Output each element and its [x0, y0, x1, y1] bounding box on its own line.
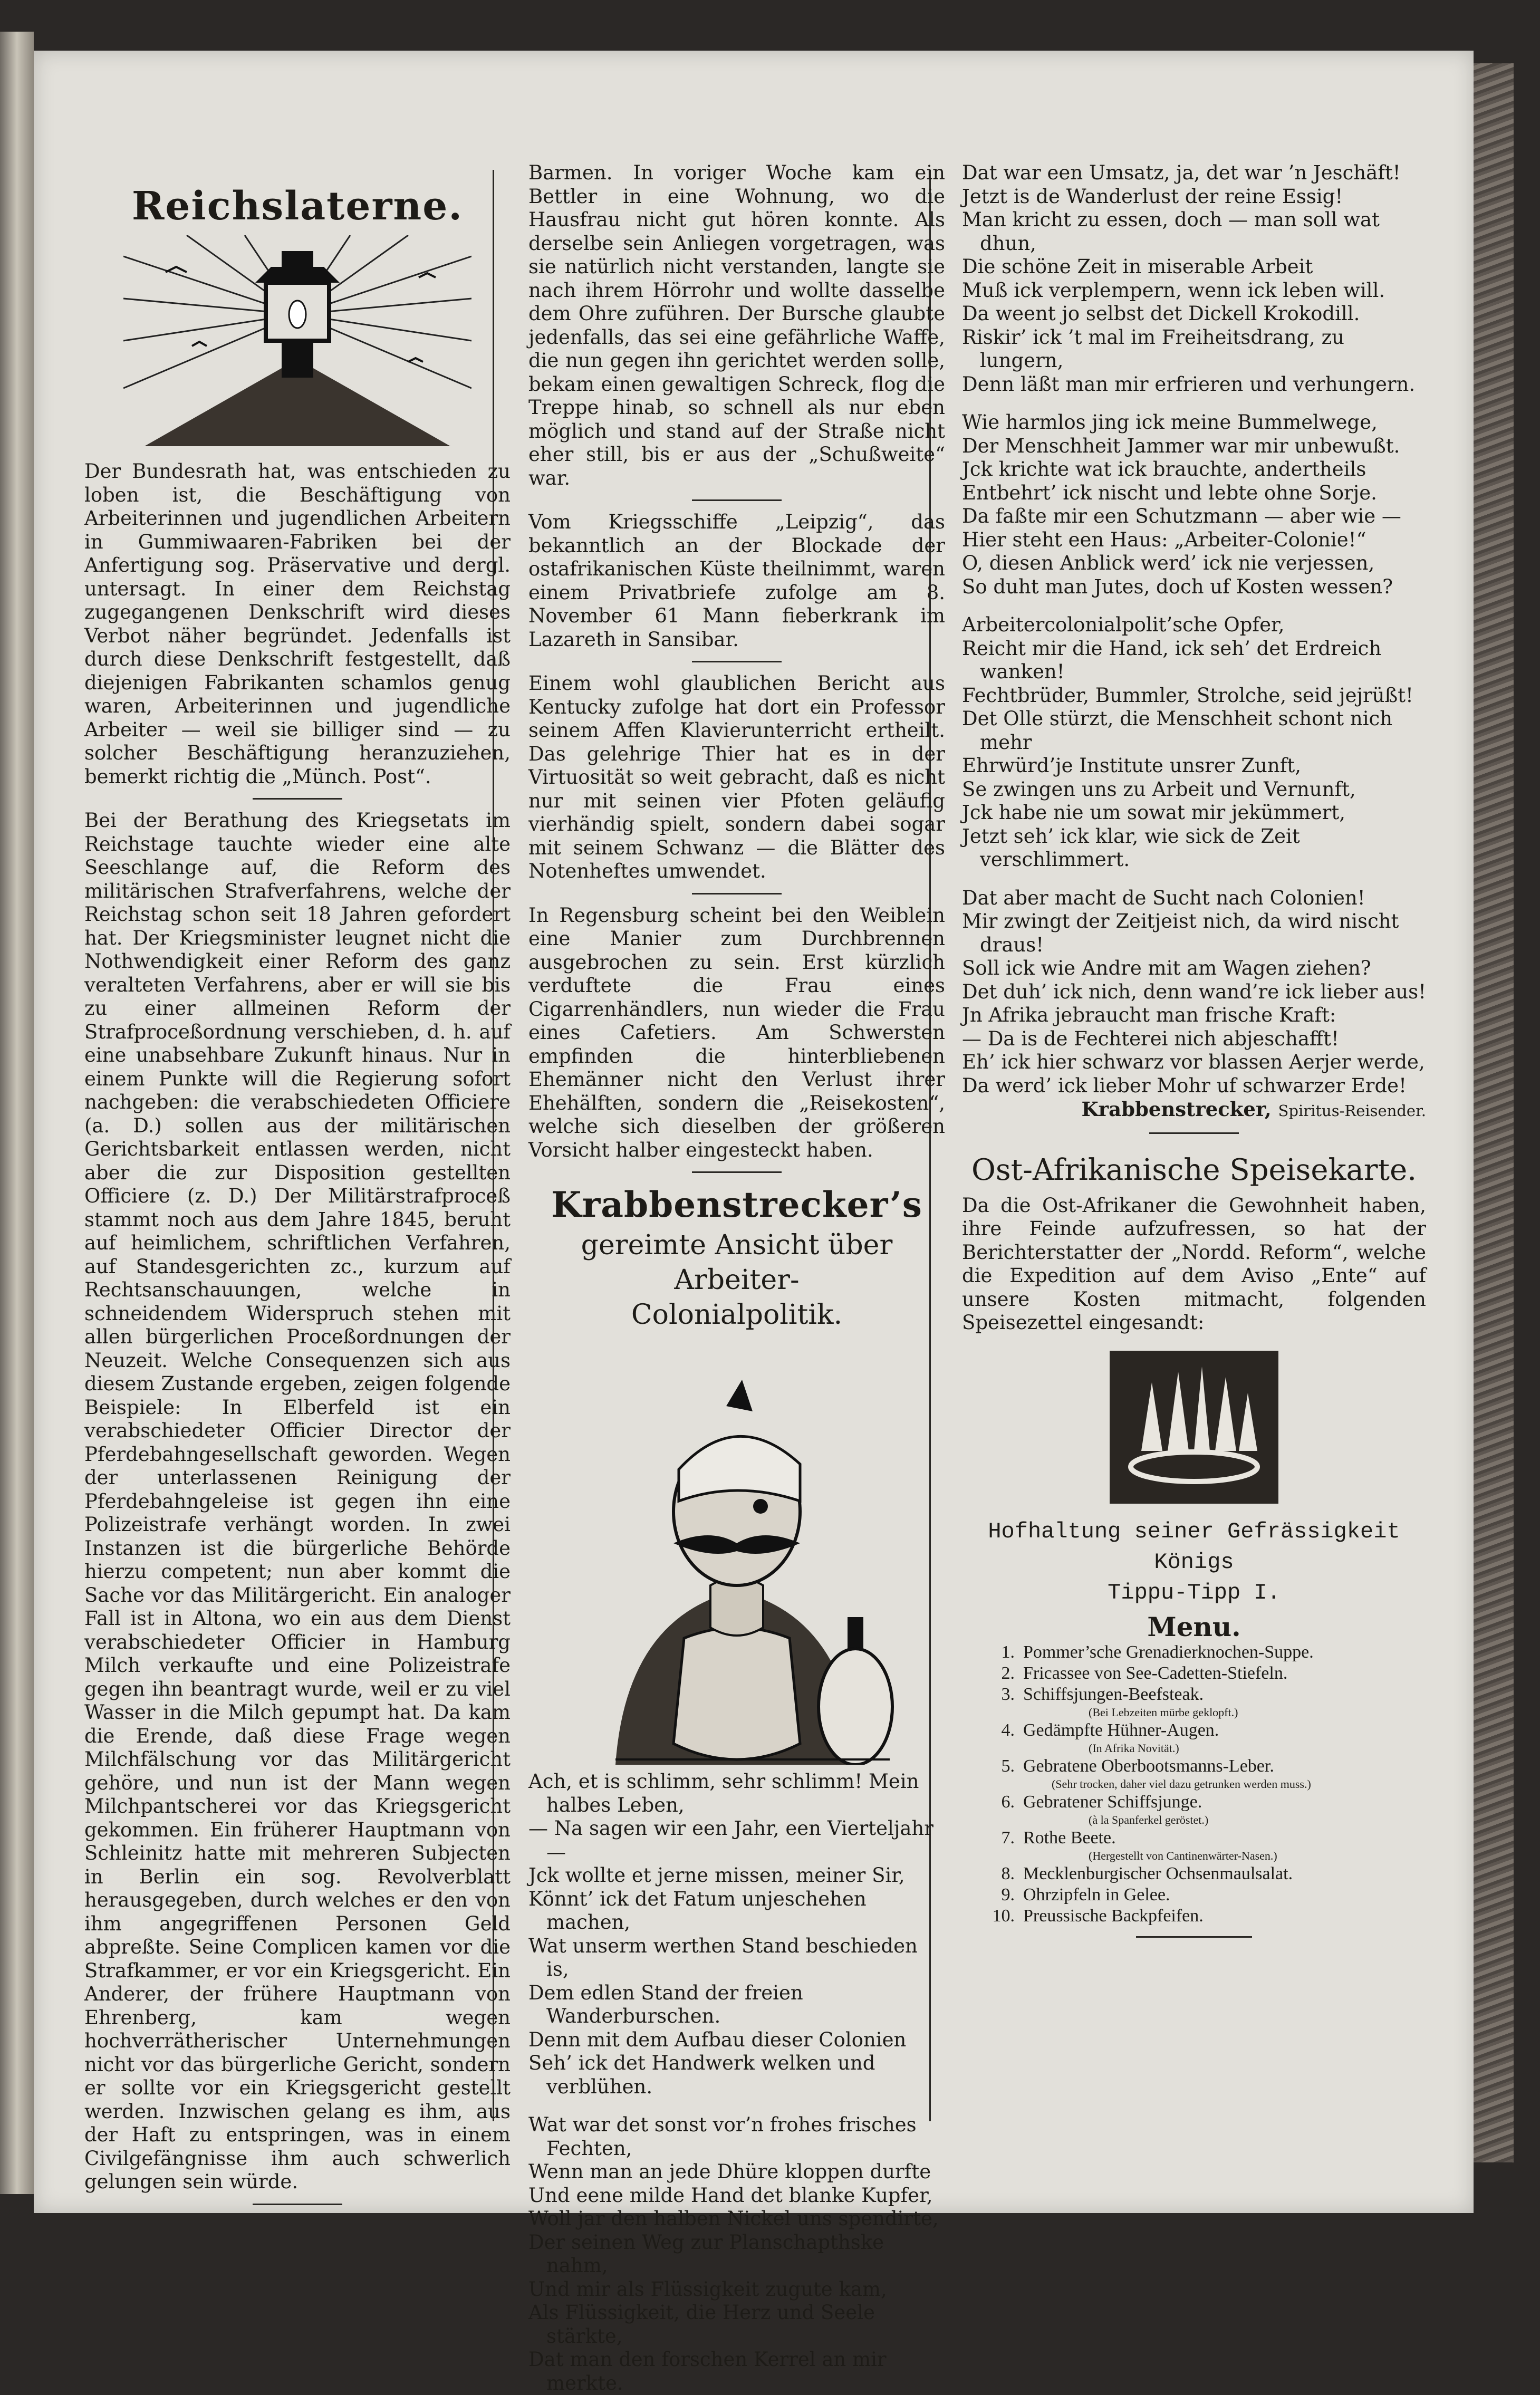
verse-line: Wat unserm werthen Stand beschieden is,	[528, 1934, 918, 1980]
verse-line: — Da is de Fechterei nich abjeschafft!	[962, 1027, 1339, 1050]
verse-line: Eh’ ick hier schwarz vor blassen Aerjer werde,	[962, 1051, 1425, 1073]
verse-line: Dat man den forschen Kerrel an mir merkte.	[528, 2348, 887, 2394]
lantern-illustration	[123, 235, 471, 446]
separator	[692, 661, 782, 662]
menu-note: (In Afrika Novität.)	[1089, 1742, 1179, 1755]
verse-line: Hier steht een Haus: „Arbeiter-Colonie!“	[962, 528, 1366, 551]
verse-line: Die schöne Zeit in miserable Arbeit	[962, 255, 1313, 278]
verse-line: Jck krichte wat ick brauchte, andertheils	[962, 458, 1366, 480]
verse-line: Da faßte mir een Schutzmann — aber wie —	[962, 505, 1401, 527]
court-line-2: Tippu-Tipp I.	[1108, 1580, 1281, 1605]
verse-line: Det duh’ ick nich, denn wand’re ick lieber aus!	[962, 980, 1426, 1003]
verse-line: Denn läßt man mir erfrieren und verhungern.	[962, 372, 1416, 396]
menu-title: Menu.	[1147, 1611, 1241, 1642]
menu-intro: Da die Ost-Afrikaner die Gewohnheit haben, ihre Feinde aufzufressen, so hat der Berichterstatter der „Nordd. Reform“, welche die Expedition auf dem Aviso „Ente“ auf unsere Kosten mitmacht, folgenden Speisezettel eingesandt:	[962, 1194, 1426, 1334]
menu-item: 3. Schiffsjungen-Beefsteak.	[1001, 1685, 1204, 1704]
separator	[692, 1171, 782, 1173]
verse-line: Fechtbrüder, Bummler, Strolche, seid jejrüßt!	[962, 684, 1413, 707]
verse-line: Und eene milde Hand det blanke Kupfer,	[528, 2184, 933, 2207]
menu-item: 10. Preussische Backpfeifen.	[992, 1906, 1204, 1926]
verse-line: Dem edlen Stand der freien Wanderburschen.	[528, 1981, 803, 2027]
binding-left	[0, 32, 34, 2194]
section-title: Reichslaterne.	[131, 184, 464, 229]
verse-line: Da werd’ ick lieber Mohr uf schwarzer Erde!	[962, 1074, 1407, 1097]
article-kriegsetat: Bei der Berathung des Kriegsetats im Reichstage tauchte wieder eine alte Seeschlange auf, die Reform des militärischen Strafverfahrens, welche der Reichstag schon seit 18 Jahren gefordert hat. Der Kriegsminister leugnet nicht die Nothwendigkeit einer Reform des ganz veralteten Verfahrens, aber er will sie bis zu einer allmeinen Reform der Strafproceßordnung verschieben, d. h. auf eine unabsehbare Zukunft hinaus. Nur in einem Punkte will die Regierung sofort nachgeben: die verabschiedeten Officiere (a. D.) sollen aus der militärischen Gerichtsbarkeit entlassen werden, nicht aber die zur Disposition gestellten Officiere (z. D.) Der Militärstrafproceß stammt noch aus dem Jahre 1845, beruht auf heimlichem, schriftlichen Verfahren, auf Standesgerichten zc., kurzum auf Rechtsanschauungen, welche in schneidendem Widerspruch stehen mit allen bürgerlichen Proceßordnungen der Neuzeit. Welche Consequenzen sich aus diesem Zustande ergeben, zeigen folgende Beispiele: In Elberfeld ist ein verabschiedeter Officier Director der Pferdebahngesellschaft geworden. Wegen der unterlassenen Reinigung der Pferdebahngeleise ist gegen ihn eine Polizeistrafe verhängt worden. In zwei Instanzen ist die bürgerliche Behörde hierzu competent; nun aber kommt die Sache vor das Militärgericht. Ein analoger Fall ist in Altona, wo ein aus dem Dienst verabschiedeter Officier in Hamburg Milch verkaufte und eine Polizeistrafe gegen ihn beantragt wurde, weil er zu viel Wasser in die Milch gepumpt hat. Da kam die Erende, daß diese Frage wegen Milchfälschung vor das Militärgericht gehöre, und nun ist der Mann wegen Milchpantscherei vor das Kriegsgericht gekommen. Ein früherer Hauptmann von Schleinitz hatte mit mehreren Subjecten in Berlin ein sog. Revolverblatt herausgegeben, durch welches er den von ihm angegriffenen Personen Geld abpreßte. Seine Complicen kamen vor die Strafkammer, er vor ein Kriegsgericht. Ein Anderer, der frühere Hauptmann von Ehrenberg, kam wegen hochverrätherischer Unternehmungen nicht vor das bürgerliche Gericht, sondern er sollte vor ein Kriegsgericht gestellt werden. Inzwischen gelang es ihm, aus der Haft zu entspringen, was in einem Civilgefängnisse ihm auch schwerlich gelungen sein würde.	[84, 809, 511, 2193]
poem-subtitle: gereimte Ansicht über Arbeiter-	[581, 1229, 893, 1296]
separator	[253, 798, 342, 800]
menu-item: 2. Fricassee von See-Cadetten-Stiefeln.	[1001, 1663, 1288, 1683]
verse-line: Wenn man an jede Dhüre kloppen durfte	[528, 2160, 931, 2183]
signature-role: Spiritus-Reisender.	[1278, 1102, 1426, 1120]
signature-name: Krabbenstrecker,	[1081, 1098, 1272, 1121]
poem-subtitle: Colonialpolitik.	[631, 1299, 843, 1331]
menu-note: (à la Spanferkel geröstet.)	[1089, 1813, 1209, 1826]
verse-line: Dat aber macht de Sucht nach Colonien!	[962, 886, 1365, 909]
verse-line: Entbehrt’ ick nischt und lebte ohne Sorje.	[962, 481, 1377, 504]
crown-illustration	[1110, 1351, 1278, 1504]
separator	[1149, 1132, 1239, 1134]
menu-item: 5. Gebratene Oberbootsmanns-Leber.	[1001, 1756, 1274, 1776]
verse-line: — Na sagen wir een Jahr, een Vierteljahr —	[528, 1817, 933, 1863]
verse-line: Als Flüssigkeit, die Herz und Seele stärkte,	[528, 2301, 875, 2348]
newspaper-page	[34, 51, 1474, 2394]
poem-verse-1	[528, 1770, 945, 2395]
menu-note: (Sehr trocken, daher viel dazu getrunken werden muss.)	[1052, 1777, 1311, 1791]
verse-line: Mir zwingt der Zeitjeist nich, da wird nischt draus!	[962, 910, 1399, 956]
verse-line: Jn Afrika jebraucht man frische Kraft:	[962, 1004, 1336, 1026]
court-line-1: Hofhaltung seiner Gefrässigkeit Königs	[988, 1518, 1400, 1575]
menu-list	[978, 1642, 1426, 1927]
verse-line: Jck habe nie um sowat mir jekümmert,	[962, 801, 1345, 824]
article-kentucky: Einem wohl glaublichen Bericht aus Kentucky zufolge hat dort ein Professor seinem Affen Klavierunterricht ertheilt. Das gelehrige Thier hat es in der Virtuosität so weit gebracht, daß es nicht nur mit seinen vier Pfoten geläufig vierhändig spielt, sondern dabei sogar mit seinem Schwanz — die Blätter des Notenheftes umwendet.	[528, 672, 945, 882]
verse-line: Man kricht zu essen, doch — man soll wat dhun,	[962, 208, 1380, 255]
verse-line: Arbeitercolonialpolit’sche Opfer,	[962, 613, 1285, 636]
menu-note: (Hergestellt von Cantinenwärter-Nasen.)	[1089, 1849, 1277, 1862]
verse-line: Jetzt seh’ ick klar, wie sick de Zeit verschlimmert.	[962, 824, 1300, 871]
tramp-caricature	[552, 1343, 921, 1765]
menu-heading: Ost-Afrikanische Speisekarte.	[971, 1152, 1417, 1187]
verse-line: Da weent jo selbst det Dickell Krokodill.	[962, 302, 1360, 325]
separator	[692, 499, 782, 501]
verse-line: Se zwingen uns zu Arbeit und Vernunft,	[962, 777, 1356, 801]
article-bundesrath: Der Bundesrath hat, was entschieden zu loben ist, die Beschäftigung von Arbeiterinnen und jugendlichen Arbeitern in Gummiwaaren-Fabriken bei der Anfertigung sog. Präservative und dergl. untersagt. In einer dem Reichstag zugegangenen Denkschrift wird dieses Verbot näher begründet. Jedenfalls ist durch diese Denkschrift festgestellt, daß diejenigen Fabrikanten schamlos genug waren, Arbeiterinnen und jugendliche Arbeiter — weil sie billiger sind — zu solcher Beschäftigung heranzuziehen, bemerkt richtig die „Münch. Post“.	[84, 460, 511, 788]
verse-line: Und mir als Flüssigkeit zugute kam,	[528, 2277, 887, 2301]
verse-line: Ach, et is schlimm, sehr schlimm! Mein halbes Leben,	[528, 1770, 919, 1816]
verse-line: Wat war det sonst vor’n frohes frisches Fechten,	[528, 2113, 917, 2160]
verse-line: Der seinen Weg zur Planschapthske nahm,	[528, 2230, 884, 2277]
verse-line: Jetzt is de Wanderlust der reine Essig!	[962, 185, 1343, 208]
article-barmen: Barmen. In voriger Woche kam ein Bettler in eine Wohnung, wo die Hausfrau nicht gut hören konnte. Als derselbe sein Anliegen vorgetragen, was sie natürlich nicht verstanden, langte sie nach ihrem Hörrohr und wollte dasselbe dem Ohre zuführen. Der Bursche glaubte jedenfalls, das sei eine gefährliche Waffe, die nun gegen ihn gerichtet werden solle, bekam einen gewaltigen Schreck, flog die Treppe hinab, so schnell als nur eben möglich und stand auf der Straße nicht eher still, bis er aus der „Schußweite“ war.	[528, 161, 945, 489]
article-leipzig: Vom Kriegsschiffe „Leipzig“, das bekanntlich an der Blockade der ostafrikanischen Küste theilnimmt, waren einem Privatbriefe zufolge am 8. November 61 Mann fieberkrank im Lazareth in Sansibar.	[528, 511, 945, 651]
separator	[253, 2204, 342, 2205]
verse-line: Wie harmlos jing ick meine Bummelwege,	[962, 411, 1378, 434]
verse-line: Der Menschheit Jammer war mir unbewußt.	[962, 434, 1400, 457]
verse-line: Reicht mir die Hand, ick seh’ det Erdreich wanken!	[962, 637, 1382, 683]
verse-line: So duht man Jutes, doch uf Kosten wessen?	[962, 575, 1393, 598]
menu-item: 1. Pommer’sche Grenadierknochen-Suppe.	[1001, 1642, 1314, 1662]
binding-right	[1471, 63, 1514, 2162]
separator	[1136, 1936, 1252, 1938]
poem-title: Krabbenstrecker’s	[551, 1184, 922, 1225]
separator	[692, 893, 782, 894]
verse-line: O, diesen Anblick werd’ ick nie verjessen,	[962, 552, 1375, 574]
menu-item: 6. Gebratener Schiffsjunge.	[1001, 1792, 1202, 1812]
poem-verse-2	[962, 161, 1426, 1098]
verse-line: Jck wollte et jerne missen, meiner Sir,	[528, 1864, 905, 1887]
article-regensburg: In Regensburg scheint bei den Weiblein eine Manier zum Durchbrennen ausgebrochen zu sein. Erst kürzlich verduftete die Frau eines Cigarrenhändlers, nun wieder die Frau eines Cafetiers. Am Schwersten empfinden die hinterbliebenen Ehemänner nicht den Verlust ihrer Ehehälften, sondern die „Reisekosten“, welche sich dieselben der größeren Vorsicht halber eingesteckt haben.	[528, 903, 945, 1161]
column-right	[962, 161, 1426, 1947]
menu-item: 4. Gedämpfte Hühner-Augen.	[1001, 1720, 1219, 1740]
verse-line: Ehrwürd’je Institute unsrer Zunft,	[962, 754, 1302, 777]
verse-line: Soll ick wie Andre mit am Wagen ziehen?	[962, 957, 1371, 979]
menu-note: (Bei Lebzeiten mürbe geklopft.)	[1089, 1706, 1238, 1719]
verse-line: Denn mit dem Aufbau dieser Colonien	[528, 2028, 907, 2051]
poem-signature	[962, 1098, 1426, 1123]
verse-line: Riskir’ ick ’t mal im Freiheitsdrang, zu lungern,	[962, 325, 1344, 372]
verse-line: Det Olle stürzt, die Menschheit schont nich mehr	[962, 707, 1393, 754]
verse-line: Woll jar den halben Nickel uns spendirte,	[528, 2207, 939, 2230]
column-left	[84, 161, 511, 2215]
verse-line: Muß ick verplempern, wenn ick leben will.	[962, 278, 1385, 302]
verse-line: Dat war een Umsatz, ja, det war ’n Jeschäft!	[962, 161, 1401, 184]
menu-item: 9. Ohrzipfeln in Gelee.	[1001, 1885, 1170, 1905]
menu-item: 8. Mecklenburgischer Ochsenmaulsalat.	[1001, 1864, 1293, 1883]
verse-line: Könnt’ ick det Fatum unjeschehen machen,	[528, 1887, 867, 1934]
menu-item: 7. Rothe Beete.	[1001, 1828, 1116, 1848]
column-middle	[528, 161, 945, 2395]
verse-line: Seh’ ick det Handwerk welken und verblühen.	[528, 2052, 875, 2098]
